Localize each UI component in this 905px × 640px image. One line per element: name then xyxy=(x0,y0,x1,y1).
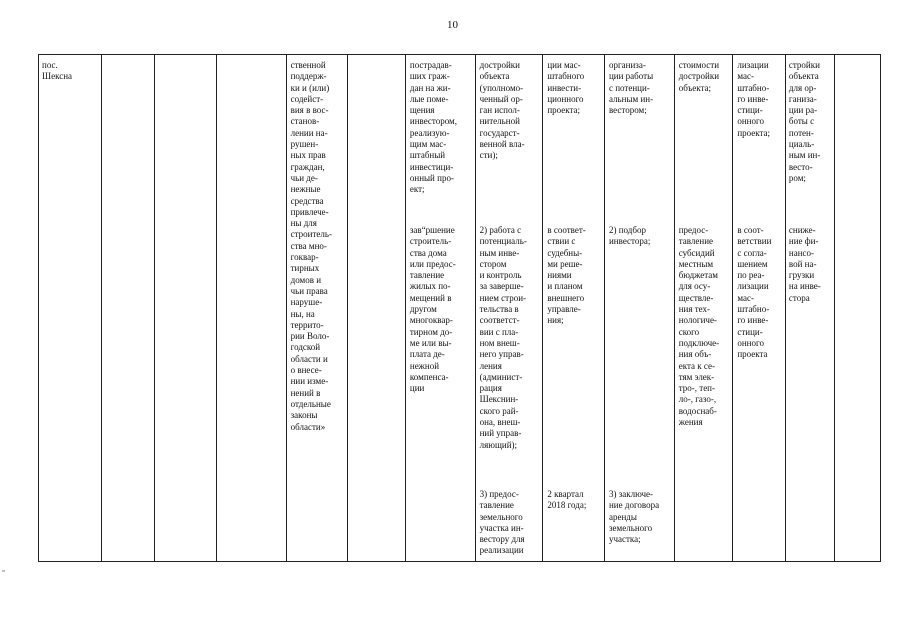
cell-empty xyxy=(101,55,155,562)
cell-measures xyxy=(475,55,543,562)
support-text-1: стоимости достройки объекта; xyxy=(678,60,720,93)
measures-text-1: достройки объекта (уполномо- ченный ор- ган испол- нительной государст- венной вла- сти); xyxy=(479,60,525,161)
scan-artifact: ≈ xyxy=(2,569,6,575)
cell-support-goal xyxy=(785,55,835,562)
terms-text-1: лизации мас- штабно- го инве- стици- онного проекта; xyxy=(737,60,771,138)
cell-empty xyxy=(216,55,286,562)
actions-text-3: 3) заключе- ние договора аренды земельного участка; xyxy=(608,489,660,545)
locality-text: пос. Шексна xyxy=(42,60,73,82)
cell-empty xyxy=(835,55,881,562)
result-text-2: зав“ршение строитель- ства дома или предос- тавление жилых по- мещений в другом многоквар- тирном до- ме или вы- плата де- нежной компенса- ции xyxy=(409,225,456,394)
deadline-text-2: в соответ- ствии с судебны- ми реше- ниями и планом внешнего управле- ния; xyxy=(547,225,586,326)
document-table xyxy=(38,54,881,562)
actions-text-2: 2) подбор инвестора; xyxy=(608,225,651,247)
cell-empty xyxy=(155,55,217,562)
goal-text-2: сниже- ние фи- нансо- вой на- грузки на инве- стора xyxy=(788,225,821,303)
support-text-2: предос- тавление субсидий местным бюджетам для осу- ществле- ния тех- нологиче- ского подключе- ния объ- екта к се- тям элек- тро-, теп- ло-, газо-, водоснаб- жения xyxy=(678,225,720,428)
cell-support-measures xyxy=(674,55,733,562)
cell-legal-basis xyxy=(286,55,348,562)
deadline-text-1: ции мас- штабного инвести- ционного проекта; xyxy=(547,60,585,116)
cell-support-terms xyxy=(733,55,786,562)
cell-expected-result xyxy=(405,55,475,562)
cell-locality xyxy=(39,55,102,562)
page-number: 10 xyxy=(447,19,458,31)
cell-deadlines xyxy=(543,55,605,562)
actions-text-1: организа- ции работы с потенци- альным ин- вестором; xyxy=(608,60,654,116)
legal-basis-text: ственной поддерж- ки и (или) содейст- вия в вос- станов- лении на- рушен- ных прав граждан, чьи де- нежные средства привлече- ны для строитель- ства мно- гоквар- тирных домов и чьи права наруше- ны, на террито- рии Воло- годской области и о внесе- нии изме- нений в отдельные законы области» xyxy=(290,60,332,432)
cell-actions xyxy=(604,55,674,562)
terms-text-2: в соот- ветствии с согла- шением по реа- лизации мас- штабно- го инве- стици- онного проекта xyxy=(737,225,772,360)
cell-empty xyxy=(348,55,406,562)
measures-text-2: 2) работа с потенциаль- ным инве- стором и контроль за заверше- нием строи- тельства в соответст- вии с пла- ном внеш- него управ- ления (админист- рация Шекснин- ского рай- она, внеш- ний управ- ляющий); xyxy=(479,225,527,450)
deadline-text-3: 2 квартал 2018 года; xyxy=(547,489,587,511)
table-row xyxy=(39,55,881,562)
measures-text-3: 3) предос- тавление земельного участка ин- вестору для реализации xyxy=(479,489,525,556)
result-text-1: пострадав- ших граж- дан на жи- лые поме- щения инвестором, реализую- щим мас- штабный инвестици- онный про- ект; xyxy=(409,60,458,195)
goal-text-1: стройки объекта для ор- ганиза- ции ра- боты с потен- циаль- ным ин- весто- ром; xyxy=(788,60,821,183)
